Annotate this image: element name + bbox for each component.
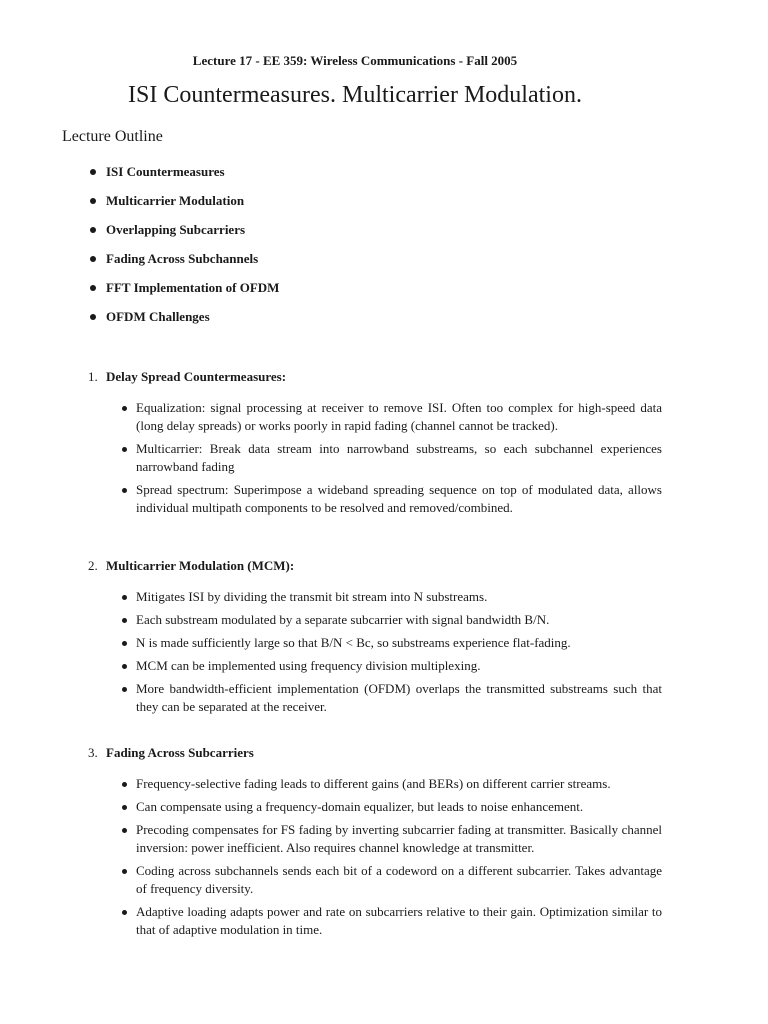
list-item: Multicarrier: Break data stream into narrowband substreams, so each subchannel experiences narrowband fading [88, 440, 662, 476]
list-item: More bandwidth-efficient implementation (OFDM) overlaps the transmitted substreams such that they can be separated at the receiver. [88, 680, 662, 716]
bullet-icon [122, 687, 127, 692]
list-item: MCM can be implemented using frequency division multiplexing. [88, 657, 662, 675]
bullet-icon [122, 805, 127, 810]
section-fading [88, 745, 662, 944]
outline-item: Multicarrier Modulation [90, 193, 279, 222]
list-item: Equalization: signal processing at receiver to remove ISI. Often too complex for high-speed data (long delay spreads) or works poorly in rapid fading (channel cannot be tracked). [88, 399, 662, 435]
outline-item: ISI Countermeasures [90, 164, 279, 193]
section-items [88, 588, 662, 716]
outline-heading: Lecture Outline [62, 128, 163, 145]
section-mcm [88, 558, 662, 721]
bullet-icon [90, 256, 96, 262]
outline-item: FFT Implementation of OFDM [90, 280, 279, 309]
list-item: Spread spectrum: Superimpose a wideband spreading sequence on top of modulated data, allows individual multipath components to be resolved and removed/combined. [88, 481, 662, 517]
list-item: Adaptive loading adapts power and rate on subcarriers relative to their gain. Optimization similar to that of adaptive modulation in time. [88, 903, 662, 939]
list-item: N is made sufficiently large so that B/N < Bc, so substreams experience flat-fading. [88, 634, 662, 652]
section-heading: 2. Multicarrier Modulation (MCM): [88, 558, 295, 573]
outline-list [90, 164, 279, 338]
list-item: Can compensate using a frequency-domain equalizer, but leads to noise enhancement. [88, 798, 662, 816]
bullet-icon [122, 782, 127, 787]
section-delay-spread [88, 369, 662, 522]
bullet-icon [122, 664, 127, 669]
bullet-icon [90, 169, 96, 175]
bullet-icon [122, 910, 127, 915]
list-item: Precoding compensates for FS fading by inverting subcarrier fading at transmitter. Basically channel inversion: power inefficient. Also requires channel knowledge at transmitter. [88, 821, 662, 857]
list-item: Mitigates ISI by dividing the transmit bit stream into N substreams. [88, 588, 662, 606]
page-title: ISI Countermeasures. Multicarrier Modulation. [128, 82, 582, 108]
bullet-icon [122, 447, 127, 452]
bullet-icon [122, 488, 127, 493]
bullet-icon [122, 828, 127, 833]
bullet-icon [122, 869, 127, 874]
outline-item: OFDM Challenges [90, 309, 279, 338]
outline-item: Overlapping Subcarriers [90, 222, 279, 251]
bullet-icon [122, 641, 127, 646]
bullet-icon [90, 285, 96, 291]
section-heading: 3. Fading Across Subcarriers [88, 745, 254, 760]
bullet-icon [90, 198, 96, 204]
bullet-icon [90, 314, 96, 320]
lecture-header: Lecture 17 - EE 359: Wireless Communications - Fall 2005 [192, 53, 518, 68]
section-items [88, 399, 662, 517]
list-item: Frequency-selective fading leads to different gains (and BERs) on different carrier streams. [88, 775, 662, 793]
bullet-icon [122, 618, 127, 623]
section-items [88, 775, 662, 939]
bullet-icon [122, 595, 127, 600]
list-item: Each substream modulated by a separate subcarrier with signal bandwidth B/N. [88, 611, 662, 629]
list-item: Coding across subchannels sends each bit of a codeword on a different subcarrier. Takes advantage of frequency diversity. [88, 862, 662, 898]
section-heading: 1. Delay Spread Countermeasures: [88, 369, 287, 384]
outline-item: Fading Across Subchannels [90, 251, 279, 280]
bullet-icon [122, 406, 127, 411]
bullet-icon [90, 227, 96, 233]
